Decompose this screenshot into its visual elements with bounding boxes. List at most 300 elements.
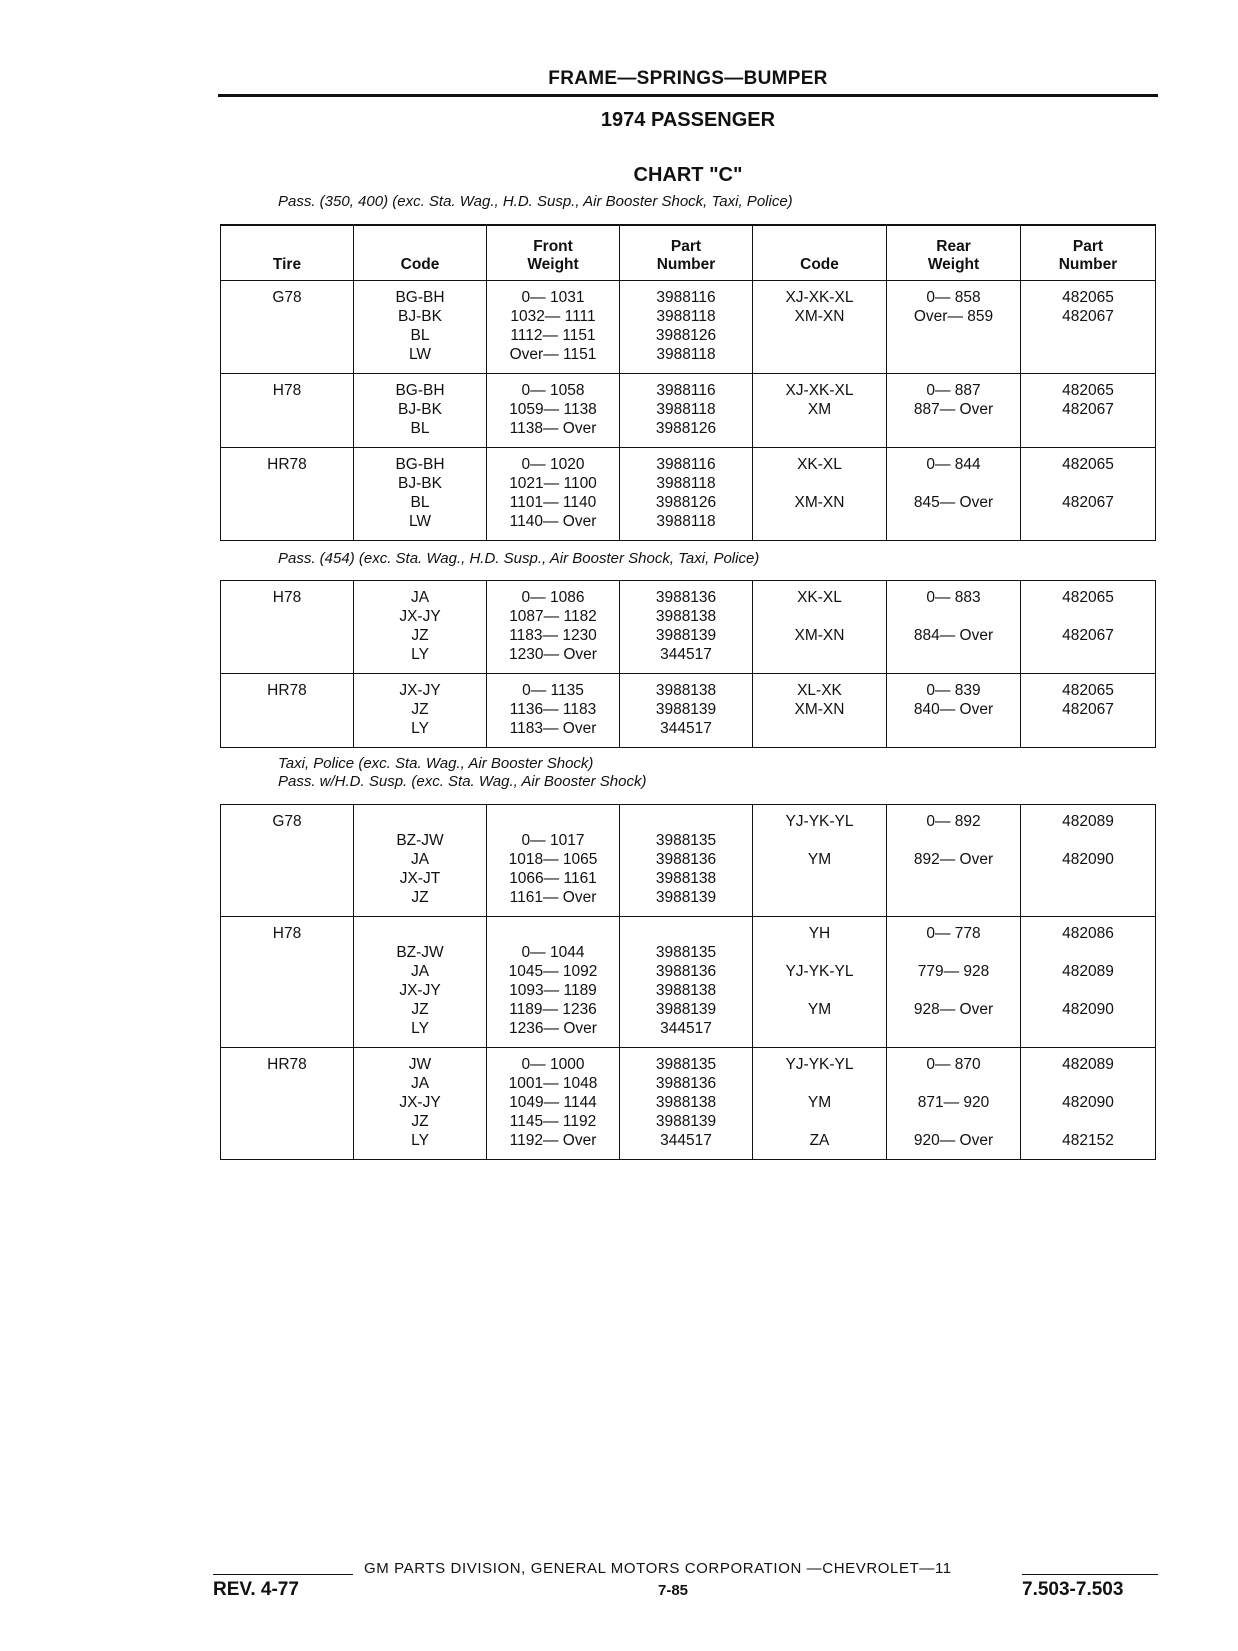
front-part-number-cell <box>620 917 753 1048</box>
tire-size: G78 <box>272 288 302 306</box>
tire-group-row <box>221 280 1156 373</box>
front-part-number: 3988116 <box>656 288 716 306</box>
front-part-number: 3988135 <box>655 944 717 961</box>
front-code: LW <box>408 512 432 530</box>
front-code <box>354 924 486 943</box>
front-code: JX-JT <box>399 870 441 887</box>
front-part-number: 3988136 <box>655 1075 717 1092</box>
front-weight: 0— 1031 <box>521 288 585 306</box>
front-part-number: 3988118 <box>656 512 716 530</box>
front-weight: 1032— 1111 <box>510 307 596 325</box>
rear-part-number <box>1021 326 1155 345</box>
front-code: BJ-BK <box>398 307 442 325</box>
rear-part-number-cell <box>1021 917 1156 1048</box>
rear-code <box>753 719 886 738</box>
rear-weight: 884— Over <box>913 627 994 644</box>
rear-weight <box>887 888 1020 907</box>
rear-weight: 920— Over <box>913 1132 994 1149</box>
tire-size: HR78 <box>267 682 307 699</box>
front-part-number: 3988138 <box>655 870 717 887</box>
rear-weight: 0— 778 <box>926 925 981 942</box>
front-part-number: 3988126 <box>655 493 717 511</box>
front-code: LY <box>411 1020 429 1037</box>
front-code: LY <box>411 720 429 737</box>
front-part-number: 3988118 <box>656 307 716 325</box>
front-weight: 0— 1086 <box>521 589 585 606</box>
tire-size: H78 <box>272 925 302 942</box>
front-part-number-cell <box>620 447 753 540</box>
rear-weight <box>887 719 1020 738</box>
front-weight: 1192— Over <box>509 1132 597 1149</box>
rear-weight: Over— 859 <box>913 307 994 325</box>
front-part-number: 3988139 <box>655 1001 717 1018</box>
front-weight-cell <box>487 280 620 373</box>
front-code: JA <box>410 589 430 606</box>
rear-code <box>753 419 886 438</box>
rear-part-number <box>1021 607 1155 626</box>
rear-weight <box>887 869 1020 888</box>
col-part-number-rear: Part Number <box>1021 225 1156 280</box>
rear-part-number: 482090 <box>1062 1094 1114 1111</box>
front-weight: 0— 1135 <box>522 682 584 699</box>
rear-weight <box>887 419 1020 438</box>
rear-weight <box>887 645 1020 664</box>
rear-part-number <box>1021 1074 1155 1093</box>
front-part-number-cell <box>620 581 753 674</box>
rear-part-number: 482065 <box>1062 682 1114 699</box>
rear-code <box>753 1112 886 1131</box>
front-code: JA <box>410 851 430 868</box>
rear-code-cell <box>753 1048 887 1160</box>
front-weight: 1138— Over <box>509 419 597 437</box>
front-part-number-cell <box>620 1048 753 1160</box>
front-part-number: 344517 <box>660 720 712 737</box>
rear-code: XK-XL <box>797 455 842 473</box>
front-weight: 1001— 1048 <box>508 1075 598 1092</box>
rear-code: XM-XN <box>794 307 845 325</box>
front-weight: 0— 1020 <box>521 455 585 473</box>
front-code: BG-BH <box>395 381 445 399</box>
page-title: FRAME—SPRINGS—BUMPER <box>548 68 828 89</box>
section-2-note: Pass. (454) (exc. Sta. Wag., H.D. Susp., Air Booster Shock, Taxi, Police) <box>278 550 760 567</box>
front-part-number: 3988136 <box>655 851 717 868</box>
rear-weight <box>887 345 1020 364</box>
rear-weight: 0— 887 <box>926 381 981 399</box>
rear-part-number-cell <box>1021 447 1156 540</box>
rear-part-number <box>1021 719 1155 738</box>
front-weight: 1101— 1140 <box>509 493 597 511</box>
rear-code <box>753 607 886 626</box>
front-code: BL <box>410 326 430 344</box>
tire-group-row <box>221 1048 1156 1160</box>
front-code: BG-BH <box>395 455 445 473</box>
rear-code: YH <box>808 925 831 942</box>
rear-part-number: 482065 <box>1062 381 1114 399</box>
front-code: LY <box>411 1132 429 1149</box>
rear-part-number: 482067 <box>1062 627 1114 644</box>
front-weight: 1183— Over <box>509 720 597 737</box>
rear-weight: 928— Over <box>913 1001 994 1018</box>
tire-cell <box>221 805 354 917</box>
front-part-number: 3988138 <box>655 682 717 699</box>
rear-weight: 845— Over <box>913 493 994 511</box>
rear-part-number-cell <box>1021 373 1156 447</box>
rear-code: XM <box>807 400 832 418</box>
front-code: BG-BH <box>395 288 445 306</box>
rear-part-number <box>1021 1112 1155 1131</box>
front-weight: 1045— 1092 <box>508 963 598 980</box>
tire-group-row <box>221 805 1156 917</box>
rear-weight <box>887 1112 1020 1131</box>
tire-cell <box>221 1048 354 1160</box>
rear-code <box>753 943 886 962</box>
title-rule <box>218 94 1158 97</box>
rear-code: XJ-XK-XL <box>785 288 854 306</box>
rear-code <box>753 831 886 850</box>
rear-code-cell <box>753 280 887 373</box>
front-part-number: 3988138 <box>655 982 717 999</box>
footer-rule-right <box>1022 1574 1158 1575</box>
rear-part-number-cell <box>1021 581 1156 674</box>
rear-code: ZA <box>809 1132 830 1149</box>
col-rear-weight: Rear Weight <box>887 225 1021 280</box>
rear-weight-cell <box>887 917 1021 1048</box>
front-code: BZ-JW <box>396 944 444 961</box>
front-part-number-cell <box>620 373 753 447</box>
front-weight: 1112— 1151 <box>510 326 596 344</box>
rear-weight <box>887 981 1020 1000</box>
front-code: JX-JY <box>399 608 441 625</box>
col-code-rear: Code <box>753 225 887 280</box>
tire-size: HR78 <box>267 1056 307 1073</box>
rear-weight: 0— 883 <box>926 589 981 606</box>
rear-weight: 887— Over <box>913 400 994 418</box>
rear-part-number: 482090 <box>1062 1001 1114 1018</box>
front-part-number: 344517 <box>660 646 712 663</box>
rear-part-number <box>1021 419 1155 438</box>
rear-part-number: 482067 <box>1062 307 1114 325</box>
rear-code <box>753 645 886 664</box>
rear-part-number <box>1021 831 1155 850</box>
rear-weight: 0— 844 <box>926 455 981 473</box>
rear-weight-cell <box>887 1048 1021 1160</box>
front-weight: 0— 1017 <box>521 832 585 849</box>
front-part-number: 3988118 <box>656 345 716 363</box>
rear-part-number <box>1021 869 1155 888</box>
front-code-cell <box>354 581 487 674</box>
tire-group-row <box>221 917 1156 1048</box>
footer-section-number: 7.503-7.503 <box>1022 1579 1124 1600</box>
rear-part-number-cell <box>1021 674 1156 748</box>
rear-code: XL-XK <box>797 682 842 699</box>
tire-group-row <box>221 447 1156 540</box>
tire-group-row <box>221 674 1156 748</box>
front-code-cell <box>354 373 487 447</box>
tire-size: G78 <box>272 813 302 830</box>
tire-size: H78 <box>272 589 302 606</box>
front-code: BL <box>410 493 430 511</box>
rear-weight-cell <box>887 447 1021 540</box>
tire-group-row <box>221 581 1156 674</box>
rear-code: YM <box>807 851 832 868</box>
front-code: JX-JY <box>399 682 441 699</box>
front-weight <box>487 924 619 943</box>
front-code-cell <box>354 674 487 748</box>
rear-part-number-cell <box>1021 280 1156 373</box>
rear-code: YM <box>807 1001 832 1018</box>
front-part-number: 3988126 <box>655 326 717 344</box>
rear-weight-cell <box>887 280 1021 373</box>
rear-part-number: 482089 <box>1062 963 1114 980</box>
front-weight: 0— 1058 <box>521 381 585 399</box>
front-code <box>354 812 486 831</box>
front-code-cell <box>354 917 487 1048</box>
rear-code <box>753 1074 886 1093</box>
rear-weight: 840— Over <box>913 701 994 718</box>
rear-code <box>753 345 886 364</box>
rear-code-cell <box>753 373 887 447</box>
rear-weight <box>887 474 1020 493</box>
rear-code <box>753 474 886 493</box>
rear-code: YJ-YK-YL <box>785 1056 854 1073</box>
rear-part-number <box>1021 645 1155 664</box>
footer-corp-line: GM PARTS DIVISION, GENERAL MOTORS CORPORATION —CHEVROLET—11 <box>364 1560 952 1577</box>
rear-weight <box>887 607 1020 626</box>
rear-weight <box>887 512 1020 531</box>
rear-weight: 0— 870 <box>926 1056 981 1073</box>
rear-code <box>753 1019 886 1038</box>
front-code: JA <box>410 1075 430 1092</box>
rear-code: XM-XN <box>794 493 845 511</box>
tire-cell <box>221 917 354 1048</box>
rear-code: XM-XN <box>794 701 845 718</box>
rear-code: YJ-YK-YL <box>785 813 854 830</box>
rear-code-cell <box>753 917 887 1048</box>
front-part-number: 3988135 <box>655 1056 717 1073</box>
footer-rule-left <box>213 1574 353 1575</box>
front-weight: 1066— 1161 <box>509 870 597 887</box>
rear-part-number: 482089 <box>1062 813 1114 830</box>
front-weight: 1087— 1182 <box>509 608 597 625</box>
rear-part-number <box>1021 888 1155 907</box>
front-part-number <box>620 812 752 831</box>
rear-code: XM-XN <box>794 627 845 644</box>
tire-size: H78 <box>272 381 302 399</box>
rear-code: XJ-XK-XL <box>785 381 854 399</box>
front-weight: 1018— 1065 <box>508 851 598 868</box>
tire-cell <box>221 280 354 373</box>
front-weight: Over— 1151 <box>509 345 597 363</box>
front-weight: 1161— Over <box>509 889 597 906</box>
rear-weight-cell <box>887 373 1021 447</box>
rear-code <box>753 981 886 1000</box>
front-weight-cell <box>487 917 620 1048</box>
front-weight: 1021— 1100 <box>509 474 597 492</box>
front-weight: 1230— Over <box>509 646 597 663</box>
rear-weight-cell <box>887 805 1021 917</box>
tire-cell <box>221 373 354 447</box>
front-part-number <box>620 924 752 943</box>
col-code-front: Code <box>354 225 487 280</box>
front-code: JZ <box>411 627 429 644</box>
front-code-cell <box>354 1048 487 1160</box>
rear-part-number-cell <box>1021 1048 1156 1160</box>
front-code: LY <box>411 646 429 663</box>
front-code: JZ <box>411 889 429 906</box>
front-weight: 0— 1000 <box>521 1056 585 1073</box>
front-weight-cell <box>487 674 620 748</box>
rear-part-number <box>1021 512 1155 531</box>
rear-part-number <box>1021 474 1155 493</box>
front-code: BZ-JW <box>396 832 444 849</box>
front-code: JZ <box>411 1113 429 1130</box>
section-3-note: Taxi, Police (exc. Sta. Wag., Air Booster Shock) <box>278 755 594 772</box>
front-code-cell <box>354 280 487 373</box>
front-code: JA <box>410 963 430 980</box>
rear-part-number <box>1021 981 1155 1000</box>
rear-weight: 892— Over <box>913 851 994 868</box>
front-code: JW <box>408 1056 432 1073</box>
chart-table-1 <box>220 224 1156 541</box>
front-code: BJ-BK <box>398 474 442 492</box>
front-part-number: 3988139 <box>655 889 717 906</box>
front-part-number: 344517 <box>660 1020 712 1037</box>
front-part-number: 344517 <box>660 1132 712 1149</box>
front-code: JZ <box>411 1001 429 1018</box>
chart-title: CHART "C" <box>633 164 743 186</box>
rear-code-cell <box>753 674 887 748</box>
front-part-number: 3988116 <box>656 381 716 399</box>
chart-table-2 <box>220 580 1156 748</box>
rear-weight: 0— 839 <box>926 682 981 699</box>
front-code-cell <box>354 447 487 540</box>
front-weight: 0— 1044 <box>521 944 585 961</box>
front-part-number: 3988136 <box>655 963 717 980</box>
footer-revision: REV. 4-77 <box>213 1579 299 1600</box>
front-weight <box>487 812 619 831</box>
rear-weight <box>887 1019 1020 1038</box>
front-part-number-cell <box>620 805 753 917</box>
front-weight: 1136— 1183 <box>509 701 597 718</box>
rear-part-number: 482067 <box>1062 400 1114 418</box>
tire-cell <box>221 447 354 540</box>
rear-part-number: 482067 <box>1062 701 1114 718</box>
front-code-cell <box>354 805 487 917</box>
rear-code: YM <box>807 1094 832 1111</box>
rear-weight: 0— 858 <box>926 288 981 306</box>
front-part-number: 3988118 <box>656 474 716 492</box>
front-part-number: 3988138 <box>655 608 717 625</box>
footer-page-number: 7-85 <box>658 1582 689 1599</box>
tire-group-row <box>221 373 1156 447</box>
rear-weight-cell <box>887 674 1021 748</box>
front-weight: 1236— Over <box>509 1020 597 1037</box>
front-part-number: 3988118 <box>656 400 716 418</box>
front-weight-cell <box>487 1048 620 1160</box>
front-code: LW <box>408 345 432 363</box>
front-part-number-cell <box>620 280 753 373</box>
front-weight: 1140— Over <box>509 512 597 530</box>
front-code: JX-JY <box>399 982 441 999</box>
front-weight: 1049— 1144 <box>509 1094 597 1111</box>
rear-part-number <box>1021 943 1155 962</box>
rear-part-number <box>1021 1019 1155 1038</box>
front-weight: 1059— 1138 <box>509 400 597 418</box>
page-subtitle: 1974 PASSENGER <box>600 109 776 131</box>
front-weight-cell <box>487 373 620 447</box>
rear-code-cell <box>753 805 887 917</box>
rear-weight-cell <box>887 581 1021 674</box>
chart-table-3 <box>220 804 1156 1160</box>
rear-part-number <box>1021 345 1155 364</box>
front-part-number: 3988138 <box>655 1094 717 1111</box>
rear-code <box>753 512 886 531</box>
rear-code <box>753 888 886 907</box>
front-code: BJ-BK <box>398 400 442 418</box>
section-3-note-2: Pass. w/H.D. Susp. (exc. Sta. Wag., Air Booster Shock) <box>278 773 647 790</box>
front-code: JZ <box>411 701 429 718</box>
rear-weight: 779— 928 <box>917 963 990 980</box>
rear-code <box>753 326 886 345</box>
front-weight: 1183— 1230 <box>509 627 597 644</box>
front-code: BL <box>410 419 430 437</box>
front-weight-cell <box>487 581 620 674</box>
rear-part-number: 482090 <box>1062 851 1114 868</box>
front-weight-cell <box>487 447 620 540</box>
section-1-note: Pass. (350, 400) (exc. Sta. Wag., H.D. Susp., Air Booster Shock, Taxi, Police) <box>278 193 793 210</box>
rear-weight <box>887 943 1020 962</box>
rear-part-number-cell <box>1021 805 1156 917</box>
rear-weight <box>887 831 1020 850</box>
col-tire: Tire <box>221 225 354 280</box>
front-weight: 1093— 1189 <box>509 982 597 999</box>
rear-code-cell <box>753 581 887 674</box>
rear-part-number: 482065 <box>1062 589 1114 606</box>
front-weight-cell <box>487 805 620 917</box>
rear-code <box>753 869 886 888</box>
front-part-number: 3988139 <box>655 1113 717 1130</box>
front-part-number: 3988126 <box>655 419 717 437</box>
rear-weight: 871— 920 <box>917 1094 990 1111</box>
front-part-number: 3988116 <box>656 455 716 473</box>
front-part-number-cell <box>620 674 753 748</box>
rear-code-cell <box>753 447 887 540</box>
front-part-number: 3988135 <box>655 832 717 849</box>
rear-part-number: 482089 <box>1062 1056 1114 1073</box>
rear-part-number: 482086 <box>1062 925 1114 942</box>
rear-weight <box>887 1074 1020 1093</box>
front-weight: 1145— 1192 <box>509 1113 597 1130</box>
col-front-weight: Front Weight <box>487 225 620 280</box>
rear-part-number: 482067 <box>1062 493 1114 511</box>
col-part-number-front: Part Number <box>620 225 753 280</box>
tire-cell <box>221 674 354 748</box>
rear-weight: 0— 892 <box>926 813 981 830</box>
rear-code: XK-XL <box>797 589 842 606</box>
front-part-number: 3988139 <box>655 701 717 718</box>
front-code: JX-JY <box>399 1094 441 1111</box>
rear-code: YJ-YK-YL <box>785 963 854 980</box>
rear-weight <box>887 326 1020 345</box>
front-part-number: 3988139 <box>655 627 717 644</box>
front-part-number: 3988136 <box>655 589 717 606</box>
tire-size: HR78 <box>267 455 307 473</box>
tire-cell <box>221 581 354 674</box>
front-weight: 1189— 1236 <box>509 1001 597 1018</box>
rear-part-number: 482152 <box>1062 1132 1114 1149</box>
rear-part-number: 482065 <box>1062 288 1114 306</box>
rear-part-number: 482065 <box>1062 455 1114 473</box>
